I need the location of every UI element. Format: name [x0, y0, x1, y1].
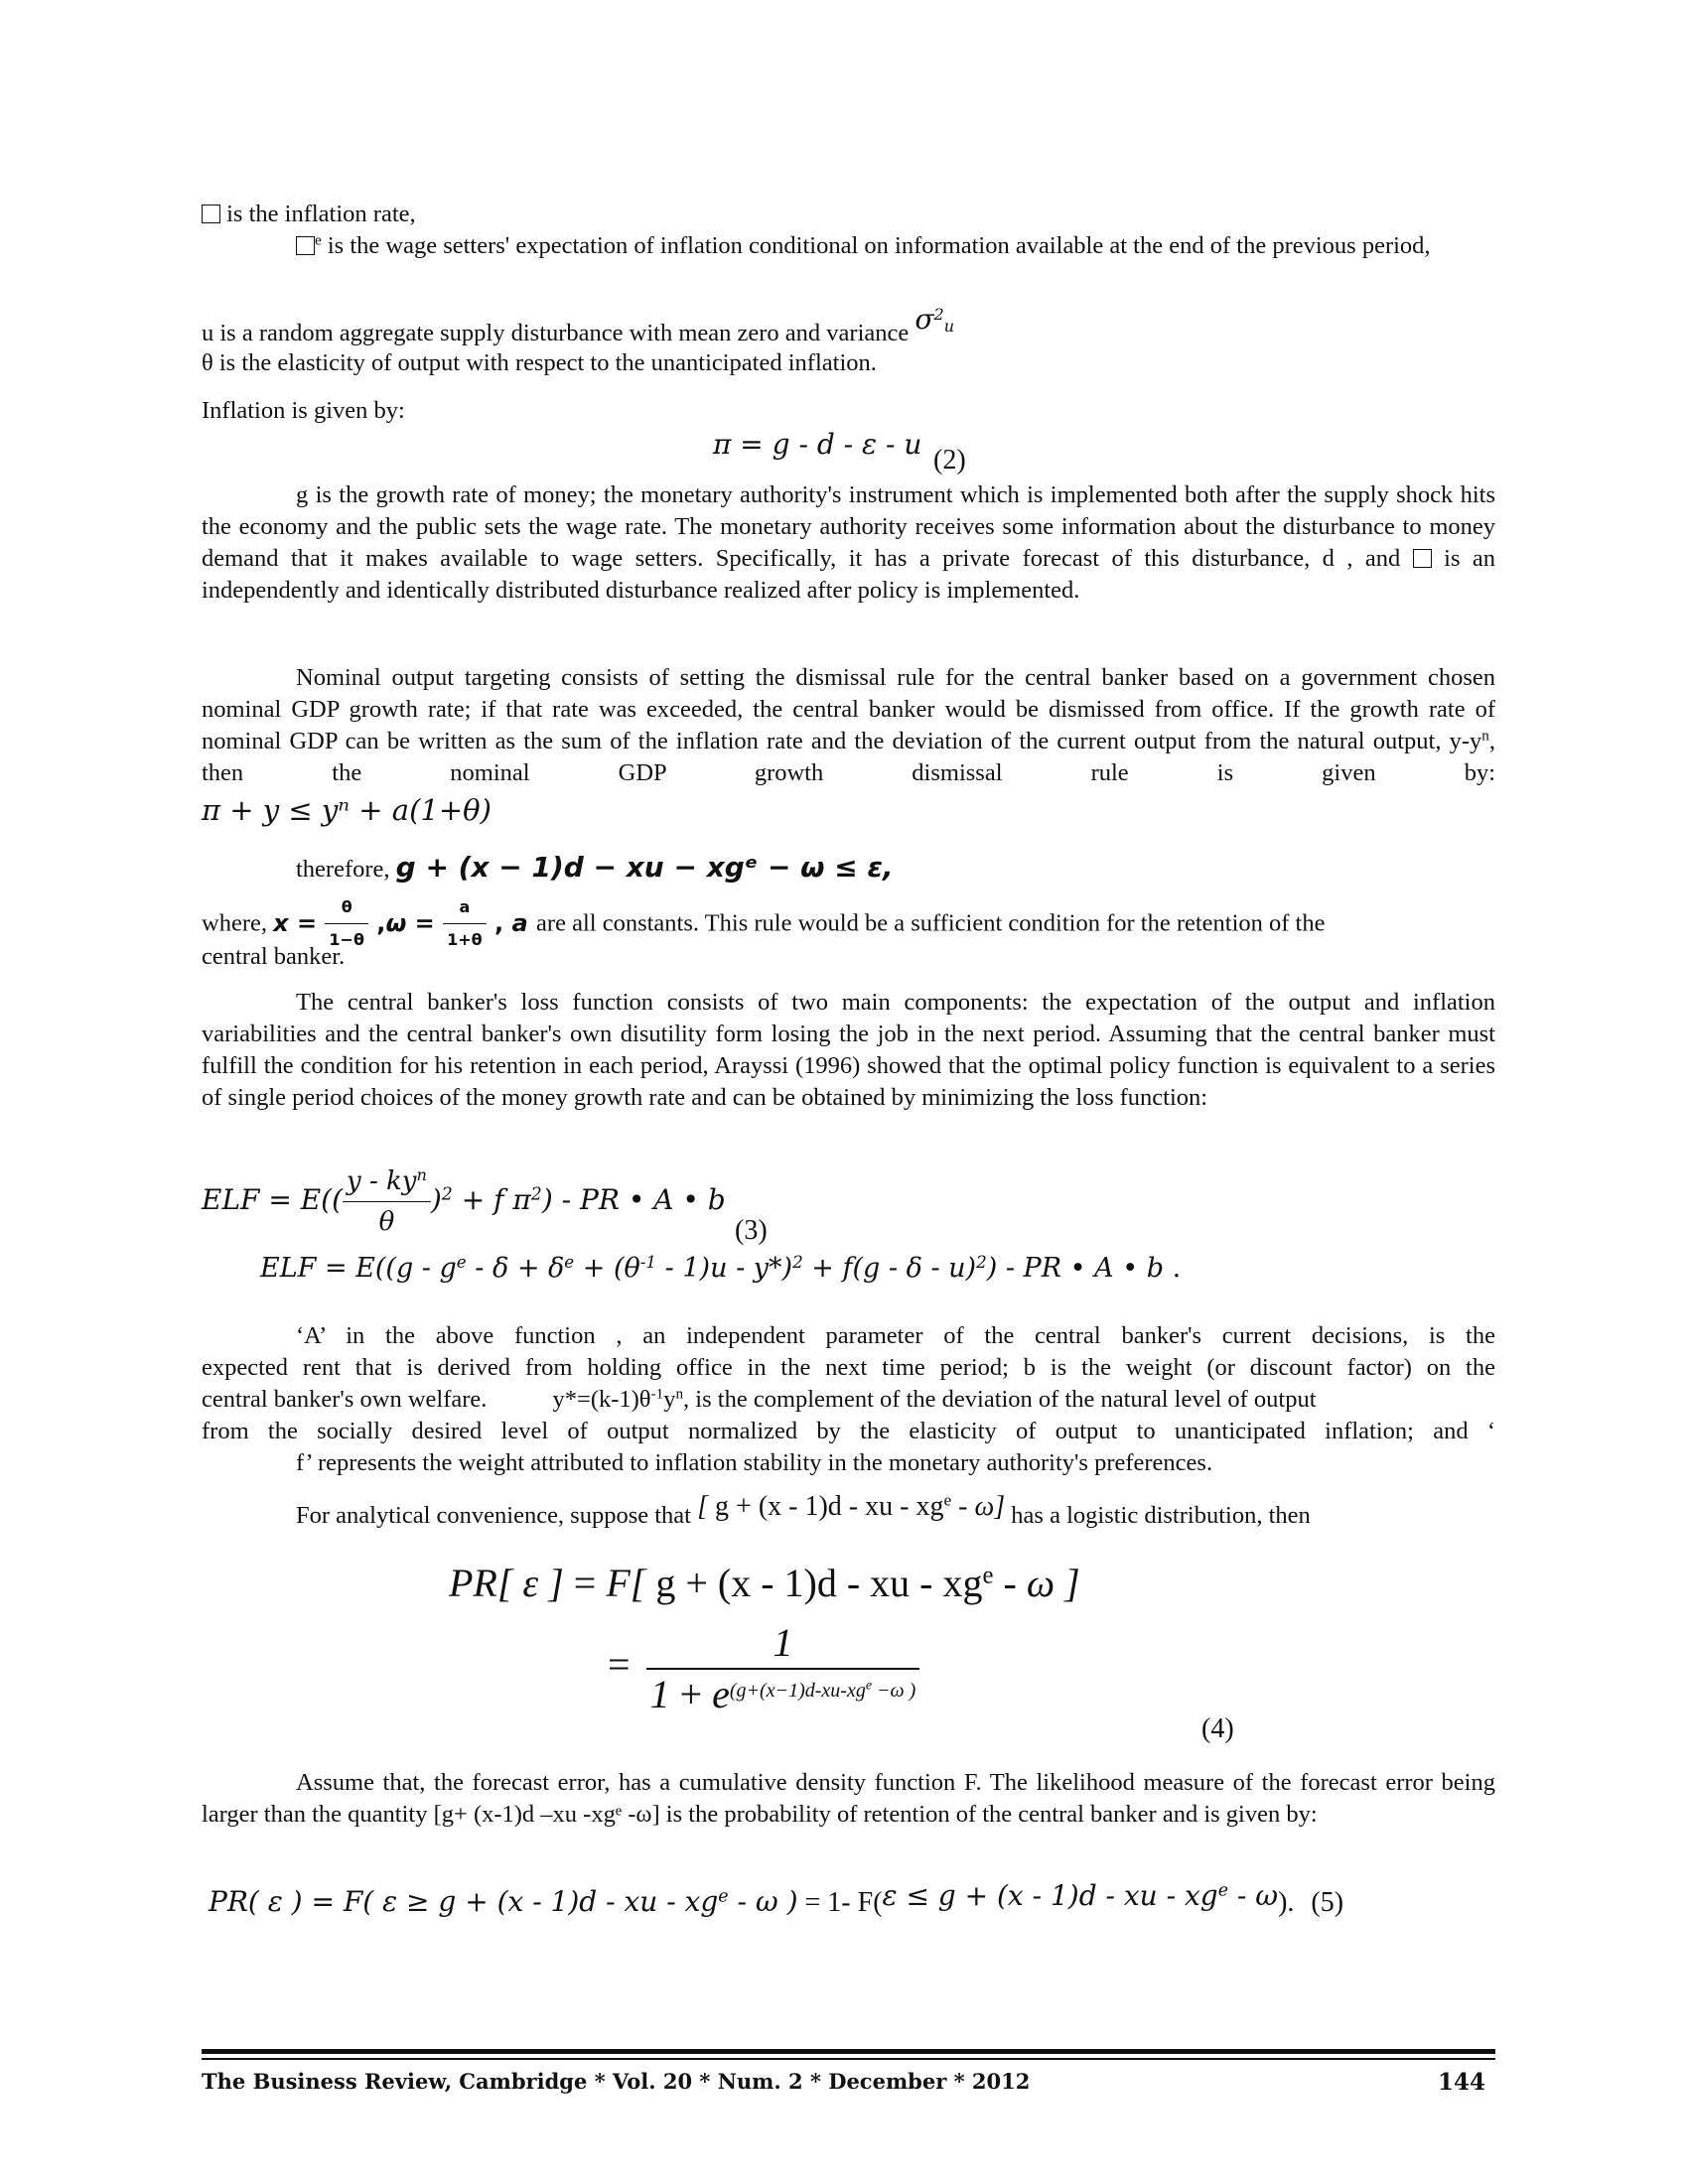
pi-definition: is the inflation rate, — [202, 199, 416, 230]
ystar-definition: $y*=(k-1)\theta^{-1}y^n$ — [552, 1385, 684, 1413]
logistic-line: For analytical convenience, suppose that [ g + (x - 1)d - xu - $xg^e - \omega$] has a logistic distribution, then — [296, 1490, 1311, 1529]
sigma-u-squared: $\sigma^2_u$ — [914, 303, 955, 337]
where-line-2: central banker. — [202, 943, 346, 970]
pie-definition: $^e$ is the wage setters' expectation of inflation conditional on information available at the end of the previous period, — [296, 230, 1495, 262]
paragraph-forecast-error: Assume that, the forecast error, has a cumulative density function F. The likelihood measure of the forecast error being larger than the quantity [g+ (x-1)d –xu -xgᵉ -ω] is the probability of retention of the central banker and is given by: — [202, 1769, 1495, 1828]
paragraph-a-line3: central banker's own welfare. $y*=(k-1)\theta^{-1}y^n$, is the complement of the deviation of the natural level of output — [202, 1385, 1317, 1413]
missing-glyph-box — [202, 205, 220, 223]
paragraph-a-line1: ‘A’ in the above function , an independent parameter of the central banker's current decisions, is the — [296, 1322, 1495, 1349]
theta-definition: θ is the elasticity of output with respect to the unanticipated inflation. — [202, 349, 877, 376]
equation-3-second: ELF = $E((g - g^e - \delta + \delta^e + (\theta^{-1} - 1)u - y*)^2 + f(g - \delta - u)^2)$ - PR • A • b . — [260, 1251, 1182, 1284]
therefore-line: therefore, g + (x − 1)d − xu − xgᵉ − ω ≤ ε, — [296, 851, 894, 884]
equation-5: PR( ε ) = F( ε ≥ g + (x - 1)d - xu - $xg^e$ - ω ) = 1- F(ε ≤ g + (x - 1)d - xu - $xg^e - \omega$). (5) — [209, 1879, 1344, 1918]
missing-glyph-box — [296, 236, 315, 255]
footer-page-number: 144 — [1438, 2069, 1486, 2096]
footer-journal: The Business Review, Cambridge * Vol. 20 * Num. 2 * December * 2012 — [202, 2069, 1031, 2094]
where-line: where, x = $\frac{\theta}{1-\theta}$ ,ω = $\frac{a}{1+\theta}$ , a are all constants. This rule would be a sufficient condition for the retention of the — [202, 891, 1495, 956]
paragraph-a-line2: expected rent that is derived from holding office in the next time period; b is the weight (or discount factor) on the — [202, 1354, 1495, 1381]
missing-glyph-box — [1413, 549, 1432, 568]
equation-2-number: (2) — [933, 445, 966, 476]
paragraph-a-line4: from the socially desired level of output normalized by the elasticity of output to unanticipated inflation; and ‘ — [202, 1418, 1495, 1444]
logistic-argument: [ g + (x - 1)d - xu - $xg^e - \omega$] — [697, 1490, 1006, 1522]
dismissal-rule: π + y ≤ yⁿ + a(1+θ) — [202, 793, 492, 827]
paragraph-nominal-targeting: Nominal output targeting consists of setting the dismissal rule for the central banker based on a government chosen nominal GDP growth rate; if that rate was exceeded, the central banker would be dismissed from office. If the growth rate of nominal GDP can be written as the sum of the inflation rate and the deviation of the current output from the natural output, $y-y^n$, then the nominal GDP growth dismissal rule is given by: — [202, 664, 1495, 786]
u-definition: u is a random aggregate supply disturbance with mean zero and variance $\sigma^2_u$ — [202, 303, 955, 346]
paragraph-loss-function: The central banker's loss function consists of two main components: the expectation of the output and inflation variabilities and the central banker's own disutility form losing the job in the next period. Assuming that the central banker must fulfill the condition for his retention in each period, Arayssi (1996) showed that the optimal policy function is equivalent to a series of single period choices of the money growth rate and can be obtained by minimizing the loss function: — [202, 989, 1495, 1111]
constants-definition: x = $\frac{\theta}{1-\theta}$ ,ω = $\frac{a}{1+\theta}$ , a — [273, 909, 536, 937]
equation-2: π = g - d - ε - u — [713, 428, 922, 461]
equation-3-number: (3) — [735, 1215, 768, 1246]
equation-4-second: = $\frac{1}{1 + e^{(g+(x-1)d-xu-xg^e -\omega )}}$ — [608, 1618, 919, 1719]
inflation-intro: Inflation is given by: — [202, 397, 405, 424]
paragraph-a-line5: f’ represents the weight attributed to inflation stability in the monetary authority's preferences. — [296, 1449, 1213, 1476]
equation-3-first: ELF = E(( $\frac{y - ky^n}{\theta}$ )$^2$ + f $\pi^2$) - PR • A • b — [202, 1161, 726, 1242]
equation-4-first: PR[ ε ] = F[ g + (x - 1)d - xu - $xg^e$ - ω ] — [449, 1561, 1080, 1605]
footer-rule-thin — [202, 2058, 1495, 2060]
footer-rule — [202, 2049, 1495, 2054]
paragraph-money-growth: g is the growth rate of money; the monetary authority's instrument which is implemented both after the supply shock hits the economy and the public sets the wage rate. The monetary authority receives some information about the disturbance to money demand that it makes available to wage setters. Specifically, it has a private forecast of this disturbance, d , and is an independently and identically distributed disturbance realized after policy is implemented. — [202, 481, 1496, 604]
equation-4-number: (4) — [1201, 1713, 1234, 1744]
